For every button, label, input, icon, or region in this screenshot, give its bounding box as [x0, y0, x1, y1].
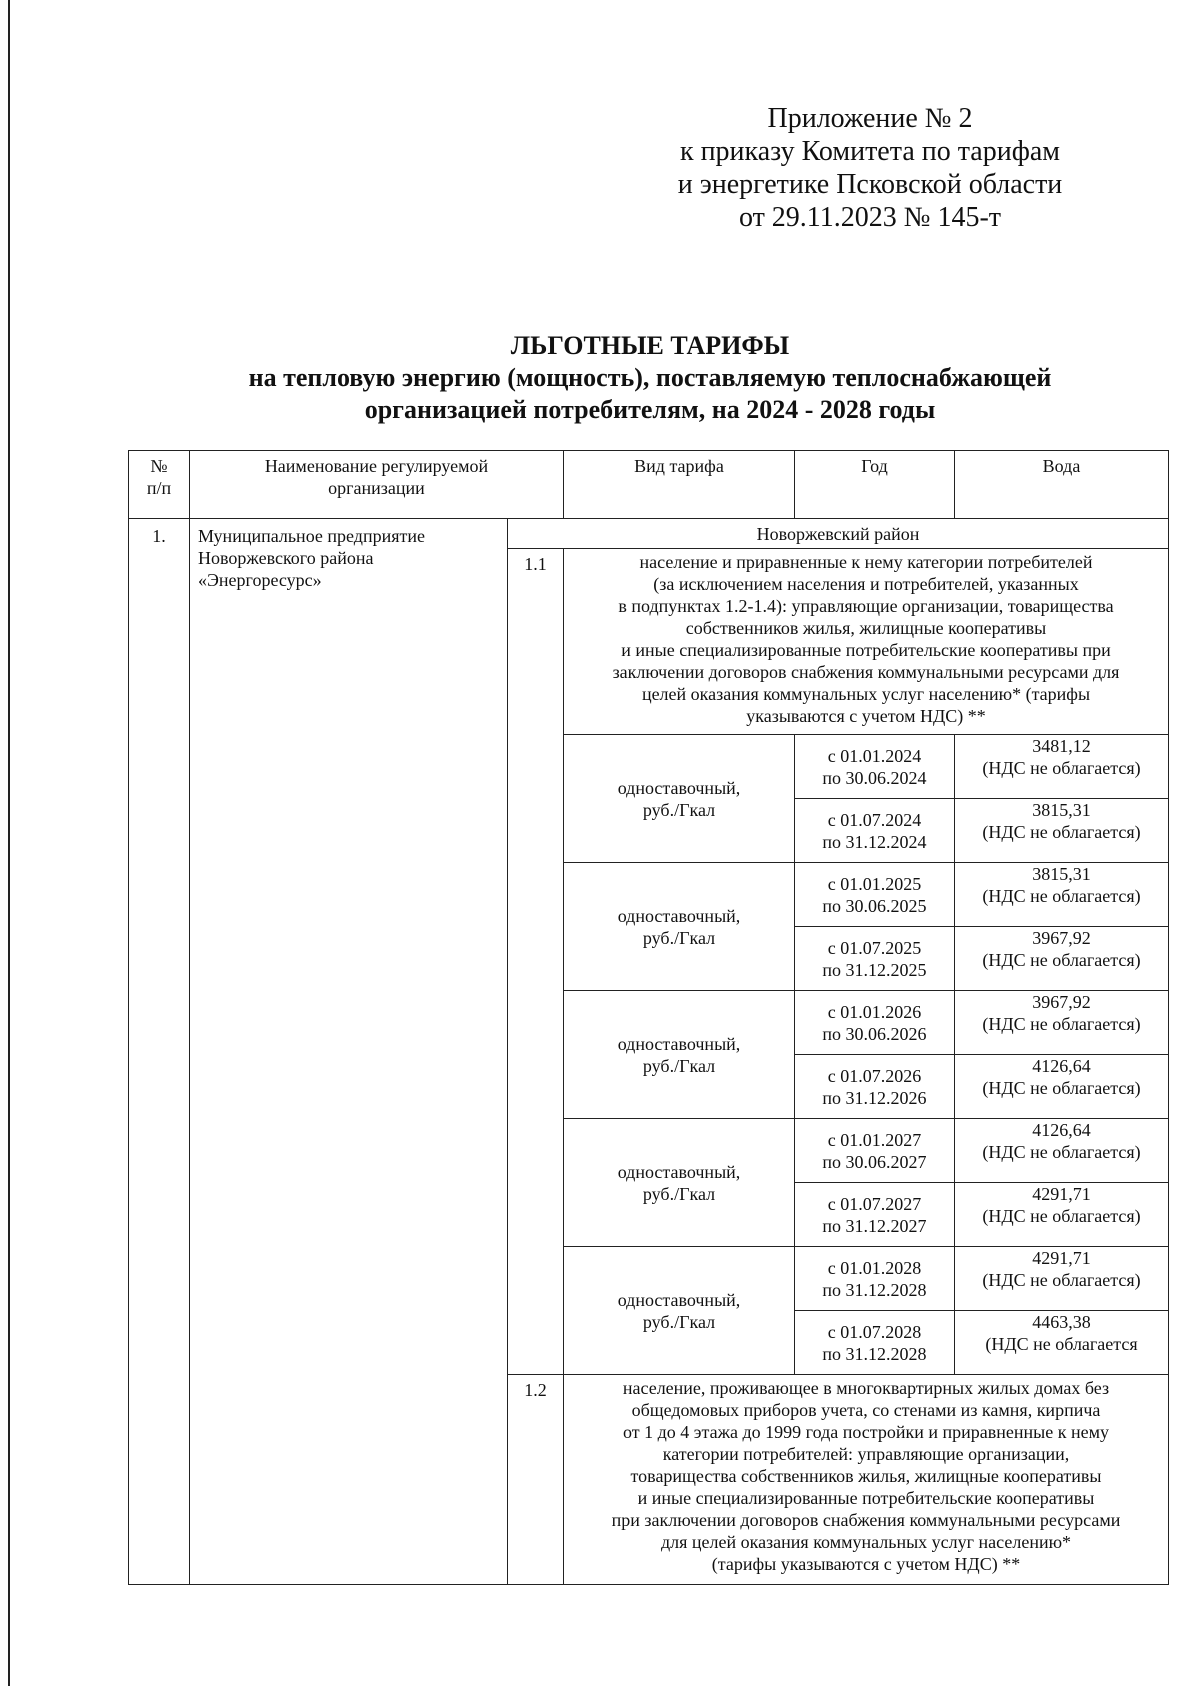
tariff-type: одноставочный, руб./Гкал	[564, 863, 795, 991]
tariff-period: с 01.07.2027 по 31.12.2027	[795, 1183, 955, 1247]
tariff-period: с 01.07.2024 по 31.12.2024	[795, 799, 955, 863]
consumer-category-description: население, проживающее в многоквартирных жилых домах без общедомовых приборов учета, со стенами из камня, кирпича от 1 до 4 этажа до 1999 года постройки и приравненные к нему категории потребителей: управляющие организации, товарищества собственников жилья, жилищные кооперативы и иные специализированные потребительские кооперативы при заключении договоров снабжения коммунальными ресурсами для целей оказания коммунальных услуг населению* (тарифы указываются с учетом НДС) **	[564, 1375, 1169, 1585]
title-line-1: ЛЬГОТНЫЕ ТАРИФЫ	[510, 331, 790, 360]
tariff-type: одноставочный, руб./Гкал	[564, 735, 795, 863]
tariff-value: 3815,31 (НДС не облагается)	[955, 863, 1169, 927]
tariff-value: 4291,71 (НДС не облагается)	[955, 1183, 1169, 1247]
tariff-value: 3967,92 (НДС не облагается)	[955, 927, 1169, 991]
header-year: Год	[795, 451, 955, 519]
tariff-period: с 01.01.2026 по 30.06.2026	[795, 991, 955, 1055]
table-header-row	[129, 451, 1169, 519]
row-number: 1.	[129, 519, 190, 1585]
appendix-date: от 29.11.2023 № 145-т	[738, 202, 1002, 233]
tariff-period: с 01.01.2027 по 30.06.2027	[795, 1119, 955, 1183]
tariff-value: 3815,31 (НДС не облагается)	[955, 799, 1169, 863]
organization-name: Муниципальное предприятие Новоржевского района «Энергоресурс»	[190, 519, 508, 1585]
appendix-number: Приложение № 2	[767, 103, 973, 134]
tariff-type: одноставочный, руб./Гкал	[564, 991, 795, 1119]
table-row	[129, 519, 1169, 549]
title-line-3: организацией потребителям, на 2024 - 2028 годы	[364, 395, 936, 424]
document-title	[130, 330, 1170, 426]
tariff-value: 4291,71 (НДС не облагается)	[955, 1247, 1169, 1311]
tariff-value: 3967,92 (НДС не облагается)	[955, 991, 1169, 1055]
tariff-period: с 01.01.2028 по 31.12.2028	[795, 1247, 955, 1311]
tariff-value: 4126,64 (НДС не облагается)	[955, 1055, 1169, 1119]
tariff-type: одноставочный, руб./Гкал	[564, 1119, 795, 1247]
tariff-period: с 01.07.2028 по 31.12.2028	[795, 1311, 955, 1375]
title-line-2: на тепловую энергию (мощность), поставляемую теплоснабжающей	[248, 363, 1052, 392]
appendix-order-line: к приказу Комитета по тарифам	[679, 136, 1061, 167]
tariff-value: 4463,38 (НДС не облагается	[955, 1311, 1169, 1375]
tariff-type: одноставочный, руб./Гкал	[564, 1247, 795, 1375]
appendix-header	[670, 102, 1070, 234]
tariff-period: с 01.07.2026 по 31.12.2026	[795, 1055, 955, 1119]
consumer-category-description: население и приравненные к нему категории потребителей (за исключением населения и потребителей, указанных в подпунктах 1.2-1.4): управляющие организации, товарищества собственников жилья, жилищные кооперативы и иные специализированные потребительские кооперативы при заключении договоров снабжения коммунальными ресурсами для целей оказания коммунальных услуг населению* (тарифы указываются с учетом НДС) **	[564, 549, 1169, 735]
header-water: Вода	[955, 451, 1169, 519]
subsection-number: 1.1	[508, 549, 564, 1375]
appendix-committee-line: и энергетике Псковской области	[677, 169, 1063, 200]
header-type: Вид тарифа	[564, 451, 795, 519]
page-edge-line	[8, 0, 10, 1686]
header-num: № п/п	[129, 451, 190, 519]
header-org: Наименование регулируемой организации	[190, 451, 564, 519]
tariff-table	[128, 450, 1169, 1585]
tariff-value: 4126,64 (НДС не облагается)	[955, 1119, 1169, 1183]
tariff-period: с 01.07.2025 по 31.12.2025	[795, 927, 955, 991]
subsection-number: 1.2	[508, 1375, 564, 1585]
tariff-period: с 01.01.2024 по 30.06.2024	[795, 735, 955, 799]
tariff-value: 3481,12 (НДС не облагается)	[955, 735, 1169, 799]
region-name: Новоржевский район	[508, 519, 1169, 549]
tariff-period: с 01.01.2025 по 30.06.2025	[795, 863, 955, 927]
